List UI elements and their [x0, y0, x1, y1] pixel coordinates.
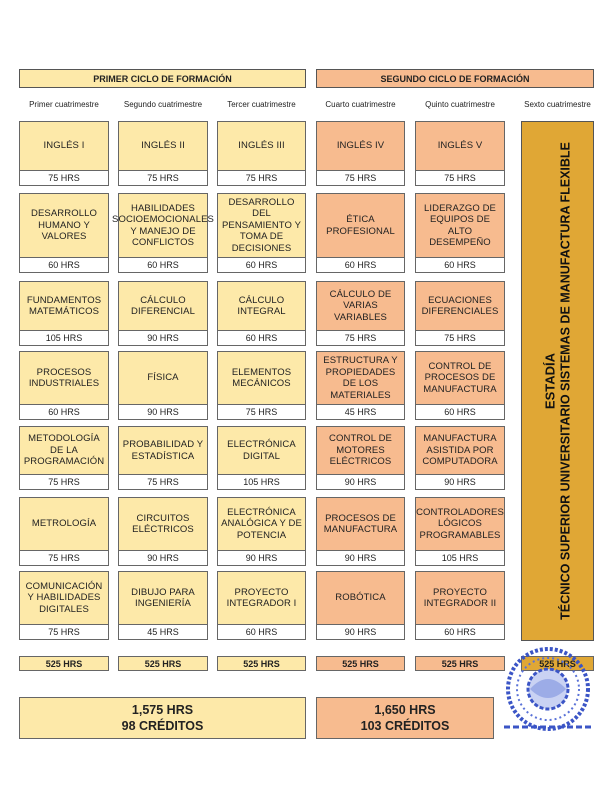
subject-name: INGLÉS III [238, 140, 285, 152]
subject-hours: 75 HRS [119, 170, 207, 185]
subject-name: MANUFACTURA ASISTIDA POR COMPUTADORA [422, 433, 498, 468]
subject-hours: 75 HRS [317, 170, 404, 185]
second-cycle-credits: 103 CRÉDITOS [360, 719, 450, 733]
subject-name: HABILIDADES SOCIOEMOCIONALES Y MANEJO DE CONFLICTOS [112, 202, 214, 248]
subject-hours: 60 HRS [20, 404, 108, 419]
subject-hours: 60 HRS [20, 257, 108, 272]
first-cycle-header: PRIMER CICLO DE FORMACIÓN [19, 69, 306, 88]
subject-cell [118, 497, 208, 566]
subject-hours: 90 HRS [119, 330, 207, 345]
subject-name: PROCESOS DE MANUFACTURA [323, 512, 398, 535]
subject-cell [415, 426, 505, 490]
column-header: Primer cuatrimestre [29, 100, 99, 109]
subject-hours: 75 HRS [218, 404, 305, 419]
subject-hours: 75 HRS [20, 170, 108, 185]
column-total: 525 HRS [217, 656, 306, 671]
subject-cell [415, 281, 505, 346]
subject-name: ELECTRÓNICA ANALÓGICA Y DE POTENCIA [221, 506, 302, 541]
subject-name: FUNDAMENTOS MATEMÁTICOS [26, 294, 102, 317]
subject-cell [217, 281, 306, 346]
subject-hours: 60 HRS [317, 257, 404, 272]
subject-cell [316, 426, 405, 490]
subject-hours: 90 HRS [317, 474, 404, 489]
subject-hours: 60 HRS [218, 330, 305, 345]
subject-hours: 60 HRS [416, 624, 504, 639]
subject-name: PROYECTO INTEGRADOR I [226, 586, 297, 609]
subject-hours: 105 HRS [218, 474, 305, 489]
subject-name: INGLÉS II [141, 140, 185, 152]
subject-hours: 60 HRS [218, 257, 305, 272]
subject-hours: 60 HRS [218, 624, 305, 639]
second-cycle-summary [316, 697, 494, 739]
subject-cell [118, 281, 208, 346]
subject-cell [316, 121, 405, 186]
subject-hours: 75 HRS [20, 550, 108, 565]
subject-cell [217, 497, 306, 566]
column-total: 525 HRS [19, 656, 109, 671]
subject-hours: 90 HRS [416, 474, 504, 489]
subject-name: ECUACIONES DIFERENCIALES [421, 294, 499, 317]
subject-name: CONTROL DE MOTORES ELÉCTRICOS [329, 433, 392, 468]
column-total: 525 HRS [521, 656, 594, 671]
first-cycle-summary [19, 697, 306, 739]
first-cycle-hours: 1,575 HRS [131, 703, 194, 717]
subject-cell [19, 497, 109, 566]
subject-name: CÁLCULO INTEGRAL [237, 294, 286, 317]
subject-name: PROYECTO INTEGRADOR II [423, 586, 497, 609]
subject-hours: 60 HRS [416, 257, 504, 272]
subject-cell [118, 571, 208, 640]
estadia-title: ESTADÍA [542, 352, 557, 410]
subject-name: ROBÓTICA [335, 592, 386, 604]
subject-cell [112, 193, 214, 273]
subject-cell [316, 281, 405, 346]
column-header: Sexto cuatrimestre [524, 100, 591, 109]
subject-name: PROBABILIDAD Y ESTADÍSTICA [122, 439, 204, 462]
subject-hours: 75 HRS [119, 474, 207, 489]
subject-cell [118, 351, 208, 420]
subject-hours: 90 HRS [317, 624, 404, 639]
subject-hours: 75 HRS [416, 330, 504, 345]
subject-cell [316, 351, 405, 420]
subject-cell [415, 193, 505, 273]
column-total: 525 HRS [415, 656, 505, 671]
subject-name: DESARROLLO HUMANO Y VALORES [31, 208, 97, 243]
subject-cell [19, 281, 109, 346]
subject-hours: 60 HRS [416, 404, 504, 419]
subject-cell [19, 121, 109, 186]
subject-cell [118, 426, 208, 490]
first-cycle-credits: 98 CRÉDITOS [121, 719, 204, 733]
subject-name: METODOLOGÍA DE LA PROGRAMACIÓN [23, 433, 105, 468]
subject-hours: 105 HRS [416, 550, 504, 565]
subject-name: CÁLCULO DE VARIAS VARIABLES [329, 288, 392, 323]
second-cycle-hours: 1,650 HRS [374, 703, 436, 717]
subject-hours: 75 HRS [218, 170, 305, 185]
subject-cell [19, 426, 109, 490]
subject-name: DIBUJO PARA INGENIERÍA [131, 586, 195, 609]
subject-cell [415, 121, 505, 186]
subject-hours: 90 HRS [119, 404, 207, 419]
column-header: Tercer cuatrimestre [227, 100, 296, 109]
subject-name: LIDERAZGO DE EQUIPOS DE ALTO DESEMPEÑO [424, 202, 496, 248]
subject-name: PROCESOS INDUSTRIALES [28, 366, 100, 389]
column-total: 525 HRS [118, 656, 208, 671]
subject-cell [118, 121, 208, 186]
subject-name: CONTROL DE PROCESOS DE MANUFACTURA [423, 360, 497, 395]
subject-name: ÉTICA PROFESIONAL [326, 214, 395, 237]
subject-cell [19, 571, 109, 640]
subject-name: ELECTRÓNICA DIGITAL [227, 439, 296, 462]
subject-cell [316, 497, 405, 566]
subject-hours: 105 HRS [20, 330, 108, 345]
subject-hours: 45 HRS [317, 404, 404, 419]
subject-hours: 75 HRS [416, 170, 504, 185]
estadia-block [521, 121, 594, 641]
subject-cell [217, 351, 306, 420]
subject-hours: 90 HRS [317, 550, 404, 565]
subject-name: FÍSICA [147, 372, 179, 384]
subject-cell [19, 351, 109, 420]
subject-name: CONTROLADORES LÓGICOS PROGRAMABLES [416, 506, 504, 541]
subject-cell [316, 571, 405, 640]
subject-name: COMUNICACIÓN Y HABILIDADES DIGITALES [25, 580, 103, 615]
subject-name: INGLÉS V [437, 140, 483, 152]
subject-cell [217, 193, 306, 273]
subject-name: METROLOGÍA [31, 518, 97, 530]
second-cycle-header: SEGUNDO CICLO DE FORMACIÓN [316, 69, 594, 88]
subject-name: CIRCUITOS ELÉCTRICOS [132, 512, 194, 535]
subject-hours: 90 HRS [218, 550, 305, 565]
subject-name: ELEMENTOS MECÁNICOS [231, 366, 292, 389]
column-total: 525 HRS [316, 656, 405, 671]
subject-cell [217, 121, 306, 186]
subject-cell [217, 571, 306, 640]
column-header: Segundo cuatrimestre [123, 100, 203, 109]
subject-name: DESARROLLO DEL PENSAMIENTO Y TOMA DE DECISIONES [221, 196, 302, 254]
subject-hours: 75 HRS [20, 474, 108, 489]
university-seal [500, 643, 596, 735]
subject-hours: 60 HRS [119, 257, 207, 272]
program-name: TÉCNICO SUPERIOR UNIVERSITARIO SISTEMAS DE MANUFACTURA FLEXIBLE [558, 142, 572, 620]
subject-name: INGLÉS IV [336, 140, 385, 152]
subject-hours: 45 HRS [119, 624, 207, 639]
subject-cell [415, 497, 505, 566]
subject-name: INGLÉS I [43, 140, 85, 152]
subject-cell [19, 193, 109, 273]
subject-name: CÁLCULO DIFERENCIAL [131, 294, 195, 317]
subject-cell [316, 193, 405, 273]
subject-cell [415, 571, 505, 640]
subject-cell [415, 351, 505, 420]
column-header: Cuarto cuatrimestre [325, 100, 396, 109]
column-header: Quinto cuatrimestre [425, 100, 495, 109]
subject-hours: 75 HRS [317, 330, 404, 345]
subject-cell [217, 426, 306, 490]
subject-name: ESTRUCTURA Y PROPIEDADES DE LOS MATERIALES [323, 355, 398, 401]
subject-hours: 90 HRS [119, 550, 207, 565]
subject-hours: 75 HRS [20, 624, 108, 639]
